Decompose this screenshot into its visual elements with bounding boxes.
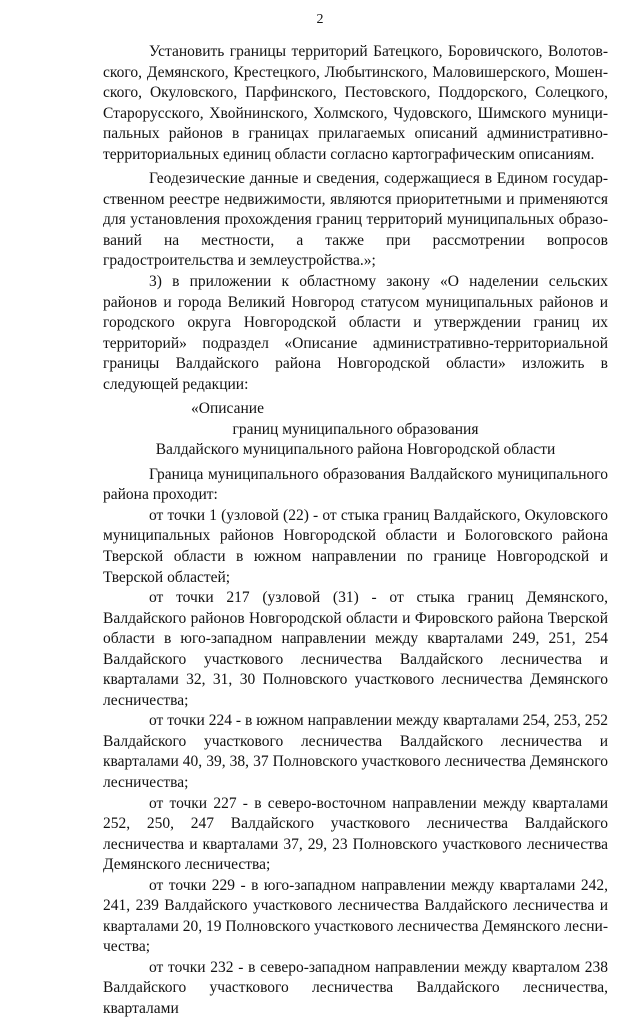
paragraph-geodetic-data: Геодезические данные и сведения, содержащиеся в Едином государственном реестре недвижимости, являются приоритетными и применяются для установления прохождения границ территорий муниципальных образований на местности, а также при рассмотрении вопросов градостроительства и землеустройства.»; [103, 170, 608, 270]
paragraph-point-1: от точки 1 (узловой (22) - от стыка границ Валдайского, Окуловского муниципальных районов Новгородской области и Бологовского района Тверской области в южном направлении по границе Новгородской и Тверской областей; [103, 506, 608, 586]
paragraph-point-232: от точки 232 - в северо-западном направлении между кварталом 238 Валдайского участкового лесничества Валдайского лесничества, кварталами [103, 958, 608, 1018]
paragraph-point-227: от точки 227 - в северо-восточном направлении между кварталами 252, 250, 247 Валдайского участкового лесничества Валдайского лесничества и кварталами 37, 29, 23 Полновского участкового лесничества Демянского лесничества; [103, 794, 608, 874]
document-body [103, 42, 608, 1020]
paragraph-point-229: от точки 229 - в юго-западном направлении между кварталами 242, 241, 239 Валдайского участкового лесничества Валдайского лесничества и кварталами 20, 19 Полновского участкового лесничества Демянского лесничества; [103, 876, 608, 956]
paragraph-point-224: от точки 224 - в южном направлении между кварталами 254, 253, 252 Валдайского участкового лесничества Валдайского лесничества и кварталами 40, 39, 38, 37 Полновского участкового лесничества Демянского лесничества; [103, 712, 608, 791]
section-title-line-1: «Описание [191, 400, 264, 418]
paragraph-amendment-3: 3) в приложении к областному закону «О наделении сельских районов и города Великий Новгород статусом муниципальных районов и городского округа Новгородской области и утверждении границ их территорий» подраздел «Описание административно-территориальной границы Валдайского района Новгородской области» изложить в следующей редакции: [103, 273, 608, 393]
section-title-line-2: границ муниципального образования [232, 420, 479, 438]
paragraph-point-217: от точки 217 (узловой (31) - от стыка границ Демянского, Валдайского районов Новгородской области и Фировского района Тверской области в юго-западном направлении между кварталами 249, 251, 254 Валдайского участкового лесничества Валдайского лесничества и кварталами 32, 31, 30 Полновского участкового лесничества Демянского лесничества; [103, 589, 608, 709]
section-title-line-3: Валдайского муниципального района Новгородской области [155, 441, 556, 459]
page-number: 2 [316, 12, 324, 27]
paragraph-boundary-intro: Граница муниципального образования Валдайского муниципального района проходит: [103, 465, 608, 504]
paragraph-establish-boundaries: Установить границы территорий Батецкого, Боровичского, Волотовского, Демянского, Крестецкого, Любытинского, Маловишерского, Мошенского, Окуловского, Парфинского, Пестовского, Поддорского, Солецкого, Старорусского, Хвойнинского, Холмского, Чудовского, Шимского муниципальных районов в границах прилагаемых описаний административно-территориальных единиц области согласно картографическим описаниям. [103, 43, 608, 163]
section-title [103, 399, 608, 461]
